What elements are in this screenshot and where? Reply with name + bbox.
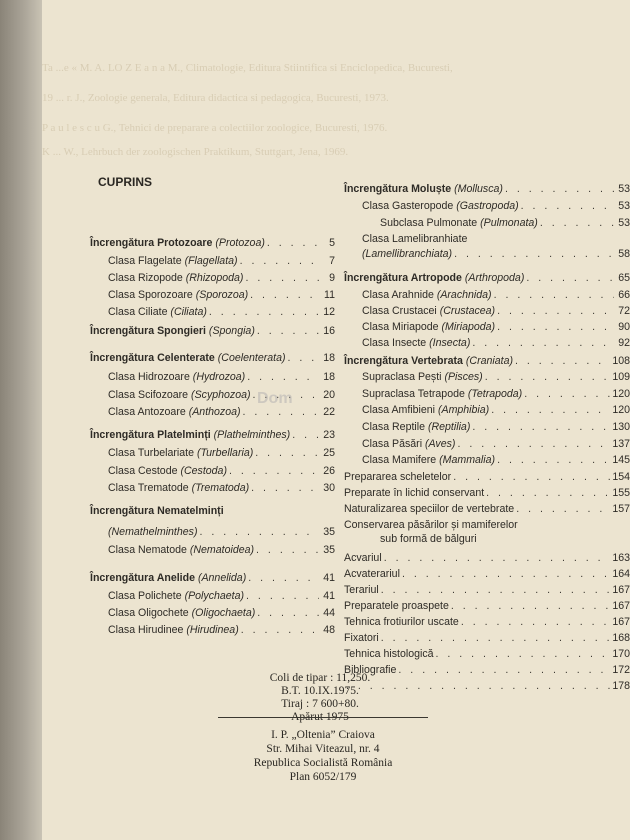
toc-left-entry-page: 5: [329, 237, 335, 249]
toc-left-entry-label: [108, 447, 253, 459]
toc-left-entry-latin: (Rhizopoda): [185, 272, 244, 284]
toc-left-entry-page: 20: [323, 389, 335, 401]
toc-left-entry: [90, 429, 335, 441]
toc-left-entry: [108, 544, 335, 556]
toc-left-entry-title: Clasa Ciliate: [108, 306, 168, 318]
toc-left-entry-title: Încrengătura Nematelminți: [90, 505, 224, 517]
toc-right-entry-page: 154: [612, 471, 630, 483]
bleed-through-line-3: P a u l e s c u G., Tehnici de preparare a colectiilor zoologice, Bucuresti, 1976.: [42, 122, 388, 134]
toc-right-entry-title: Subclasa Pulmonate: [380, 217, 478, 229]
toc-left-entry: [90, 505, 335, 517]
toc-left-entry-leader: [267, 237, 319, 249]
imprint-coli: Coli de tipar : 11,250.: [269, 672, 371, 684]
toc-right-entry-page: 167: [612, 584, 630, 596]
toc-left-entry-label: [90, 237, 265, 249]
toc-right-entry: [362, 233, 630, 245]
toc-right-entry-page: 130: [612, 421, 630, 433]
toc-right-entry-label: [362, 321, 495, 333]
toc-left-entry-label: [108, 607, 255, 619]
toc-left-entry-leader: [256, 544, 319, 556]
toc-right-entry-title: Clasa Reptile: [362, 421, 426, 433]
toc-right-entry-page: 167: [612, 616, 630, 628]
toc-right-entry-title: Clasa Insecte: [362, 337, 427, 349]
toc-right-entry-label: [380, 217, 538, 229]
toc-right-entry: [362, 200, 630, 212]
toc-right-entry-leader: [491, 404, 610, 416]
toc-right-entry-page: 72: [618, 305, 630, 317]
toc-left-entry-leader: [257, 607, 319, 619]
toc-left-entry: [90, 352, 335, 364]
toc-right-entry-page: 172: [612, 664, 630, 676]
toc-left-entry-leader: [250, 289, 319, 301]
toc-right-entry: [344, 648, 630, 660]
toc-left-entry: [108, 526, 335, 538]
toc-left-entry-label: [90, 572, 246, 584]
toc-right-entry-leader: [451, 600, 610, 612]
imprint-printer-name: I. P. „Oltenia” Craiova: [271, 729, 375, 741]
toc-right-entry: [344, 552, 630, 564]
toc-left-entry: [108, 607, 335, 619]
toc-right-entry-latin: (Insecta): [429, 337, 471, 349]
toc-right-entry-leader: [505, 183, 614, 195]
toc-right-entry-title: Tehnica histologică: [344, 648, 434, 660]
toc-right-entry-latin: (Gastropoda): [456, 200, 519, 212]
toc-right-entry-title: Acvaterariul: [344, 568, 400, 580]
imprint-country: Republica Socialistă România: [253, 757, 393, 769]
toc-left-entry-leader: [246, 590, 319, 602]
imprint-plan: Plan 6052/179: [289, 771, 357, 783]
contents-heading: CUPRINS: [98, 175, 153, 189]
toc-right-entry-latin: (Arthropoda): [464, 272, 525, 284]
toc-left-entry-leader: [292, 429, 319, 441]
imprint-divider: [218, 717, 428, 718]
toc-right-entry-title: Preparate în lichid conservant: [344, 487, 485, 499]
toc-right-entry-latin: (Amphibia): [437, 404, 490, 416]
toc-left-entry-leader: [241, 624, 319, 636]
toc-left-entry: [90, 325, 335, 337]
toc-left-entry-latin: (Sporozoa): [195, 289, 249, 301]
toc-right-entry-page: 155: [612, 487, 630, 499]
toc-right-entry-title: Tehnica frotiurilor uscate: [344, 616, 459, 628]
toc-left-entry-page: 12: [323, 306, 335, 318]
toc-left-entry-title: Încrengătura Protozoare: [90, 237, 213, 249]
toc-right-entry: [344, 568, 630, 580]
toc-right-entry-label: [344, 584, 379, 596]
toc-right-entry: [344, 632, 630, 644]
toc-left-entry-label: [90, 429, 290, 441]
toc-right-entry-leader: [540, 217, 614, 229]
toc-left-entry: [108, 272, 335, 284]
toc-right-entry-label: [362, 388, 522, 400]
toc-left-entry-latin: (Polychaeta): [184, 590, 245, 602]
toc-right-entry-label: [362, 248, 452, 260]
toc-left-entry-page: 7: [329, 255, 335, 267]
toc-left-entry-leader: [209, 306, 319, 318]
toc-right-entry-label: [344, 616, 459, 628]
toc-right-entry-page: 168: [612, 632, 630, 644]
toc-left-entry: [108, 482, 335, 494]
toc-left-entry-label: [108, 406, 241, 418]
toc-right-entry-leader: [485, 371, 611, 383]
toc-right-entry-page: 120: [612, 404, 630, 416]
toc-left-entry-page: 41: [323, 590, 335, 602]
toc-right-entry: [344, 355, 630, 367]
toc-left-entry-latin: (Ciliata): [170, 306, 207, 318]
toc-right-entry-page: 137: [612, 438, 630, 450]
toc-right-entry-title: Încrengătura Moluște: [344, 183, 452, 195]
toc-right-entry: [362, 404, 630, 416]
toc-left-entry-latin: (Turbellaria): [196, 447, 254, 459]
toc-right-entry: [362, 248, 630, 260]
imprint-aparut: Apărut 1975: [291, 711, 349, 723]
toc-right-entry-title: Clasa Păsări: [362, 438, 423, 450]
toc-left-entry-title: Clasa Rizopode: [108, 272, 183, 284]
toc-left-entry-label: [108, 624, 239, 636]
toc-right-entry-label: [344, 648, 434, 660]
bleed-through-line-2: 19 ... r. J., Zoologie generala, Editura didactica si pedagogica, Bucuresti, 1973.: [42, 92, 389, 104]
toc-right-entry-leader: [384, 552, 611, 564]
toc-right-entry: [380, 217, 630, 229]
toc-left-entry-leader: [229, 465, 319, 477]
toc-left-entry-label: [90, 352, 286, 364]
toc-left-entry-page: 44: [323, 607, 335, 619]
toc-right-entry-label: [362, 371, 483, 383]
toc-right-entry-leader: [497, 321, 614, 333]
toc-left-entry-page: 41: [323, 572, 335, 584]
toc-right-entry-page: 170: [612, 648, 630, 660]
toc-right-entry-leader: [461, 616, 610, 628]
toc-left-entry-latin: (Coelenterata): [217, 352, 286, 364]
toc-left-entry-latin: (Oligochaeta): [191, 607, 256, 619]
toc-left-entry-page: 9: [329, 272, 335, 284]
toc-right-entry-latin: (Miriapoda): [441, 321, 496, 333]
toc-right-entry-label: [344, 568, 400, 580]
toc-right-entry: [362, 438, 630, 450]
toc-right-entry-title: Naturalizarea speciilor de vertebrate: [344, 503, 515, 515]
toc-right-entry: [362, 337, 630, 349]
toc-left-entry-label: [108, 465, 227, 477]
toc-right-entry-page: 163: [612, 552, 630, 564]
toc-left-entry-title: Clasa Flagelate: [108, 255, 182, 267]
toc-left-entry-page: 26: [323, 465, 335, 477]
watermark-logo: Dom: [257, 390, 293, 407]
toc-right-entry-label: [344, 487, 484, 499]
toc-left-entry-label: [108, 544, 254, 556]
toc-left-entry: [108, 447, 335, 459]
toc-left-entry-leader: [248, 572, 319, 584]
toc-right-entry-label: [362, 200, 519, 212]
toc-right-entry-latin: (Aves): [425, 438, 456, 450]
toc-right-entry-leader: [398, 664, 610, 676]
toc-left-entry-title: Clasa Hidrozoare: [108, 371, 190, 383]
book-spine-shadow: [0, 0, 42, 840]
toc-left-entry-label: [108, 255, 238, 267]
toc-right-entry-leader: [381, 584, 611, 596]
toc-right-entry-title: Prepararea scheletelor: [344, 471, 452, 483]
toc-left-entry: [108, 590, 335, 602]
toc-left-entry-label: [108, 306, 207, 318]
book-page: [42, 0, 630, 840]
toc-right-entry-page: 145: [612, 454, 630, 466]
toc-left-entry-latin: (Hydrozoa): [192, 371, 246, 383]
toc-right-entry-label: [362, 421, 470, 433]
toc-right-entry-label: [344, 519, 518, 531]
toc-right-entry-title: Acvariul: [344, 552, 382, 564]
toc-right-entry-label: [380, 533, 477, 545]
toc-right-entry: [344, 503, 630, 515]
toc-right-entry-page: 167: [612, 600, 630, 612]
toc-right-entry: [344, 616, 630, 628]
toc-right-entry-page: 90: [618, 321, 630, 333]
toc-right-entry-title: Preparatele proaspete: [344, 600, 449, 612]
bleed-through-line-1: Ta ...e « M. A. LO Z E a n a M., Climatologie, Editura Stiintifica si Enciclopedica, Bucuresti,: [42, 62, 453, 74]
toc-right-entry-leader: [381, 632, 611, 644]
toc-left-entry-latin: (Nematoidea): [189, 544, 255, 556]
toc-right-entry-leader: [494, 289, 614, 301]
toc-right-entry-page: 66: [618, 289, 630, 301]
toc-left-entry-latin: (Plathelminthes): [213, 429, 291, 441]
toc-right-entry: [344, 183, 630, 195]
toc-left-entry-title: Clasa Cestode: [108, 465, 178, 477]
toc-left-entry-leader: [245, 272, 319, 284]
toc-right-entry: [362, 388, 630, 400]
toc-right-entry: [344, 487, 630, 499]
toc-left-entry-leader: [251, 482, 319, 494]
toc-left-entry: [108, 289, 335, 301]
toc-right-entry-label: [344, 552, 382, 564]
toc-left-entry-title: Clasa Hirudinee: [108, 624, 184, 636]
toc-right-entry-label: [362, 454, 495, 466]
toc-right-entry-page: 58: [618, 248, 630, 260]
toc-right-entry-page: 65: [618, 272, 630, 284]
toc-left-entry-title: Clasa Nematode: [108, 544, 187, 556]
toc-left-entry: [108, 371, 335, 383]
toc-left-entry-leader: [257, 325, 319, 337]
toc-right-entry-latin: (Crustacea): [439, 305, 496, 317]
toc-right-entry: [362, 421, 630, 433]
toc-right-entry-latin: (Pisces): [444, 371, 483, 383]
toc-left-entry-page: 16: [323, 325, 335, 337]
imprint-printer-address: Str. Mihai Viteazul, nr. 4: [266, 743, 380, 755]
toc-right-entry-leader: [497, 454, 610, 466]
toc-right-entry-page: 157: [612, 503, 630, 515]
toc-left-entry-page: 25: [323, 447, 335, 459]
toc-left-entry-latin: (Flagellata): [184, 255, 238, 267]
toc-right-entry-latin: (Lamellibranchiata): [362, 248, 453, 260]
toc-left-entry-latin: (Anthozoa): [188, 406, 241, 418]
toc-right-entry: [362, 371, 630, 383]
toc-right-entry-title: Conservarea păsărilor și mamiferelor: [344, 519, 518, 531]
toc-right-entry-leader: [526, 272, 614, 284]
toc-right-entry-latin: (Mammalia): [439, 454, 496, 466]
toc-right-entry-title: Clasa Gasteropode: [362, 200, 454, 212]
toc-right-entry-page: 108: [612, 355, 630, 367]
toc-right-entry-label: [362, 438, 455, 450]
toc-right-entry-page: 53: [618, 183, 630, 195]
toc-right-entry: [380, 533, 630, 545]
toc-right-entry-leader: [486, 487, 610, 499]
toc-right-entry: [362, 289, 630, 301]
toc-right-entry-page: 92: [618, 337, 630, 349]
toc-right-entry-leader: [472, 337, 614, 349]
toc-right-entry-leader: [402, 568, 610, 580]
toc-left-entry-latin: (Spongia): [208, 325, 255, 337]
toc-left-entry-title: Clasa Oligochete: [108, 607, 189, 619]
toc-right-entry-leader: [436, 648, 611, 660]
toc-right-entry-leader: [524, 388, 610, 400]
toc-left-entry-latin: (Hirudinea): [186, 624, 239, 636]
toc-left-entry: [108, 465, 335, 477]
toc-right-entry-label: [362, 404, 489, 416]
toc-left-entry-title: Clasa Polichete: [108, 590, 182, 602]
toc-left-entry-label: [108, 389, 251, 401]
toc-left-entry-leader: [255, 447, 319, 459]
toc-right-entry-label: [344, 355, 513, 367]
toc-right-entry-leader: [521, 200, 614, 212]
toc-right-entry-title: sub formă de bălguri: [380, 533, 477, 545]
toc-left-entry: [90, 572, 335, 584]
toc-right-entry-label: [362, 337, 470, 349]
toc-left-entry: [90, 237, 335, 249]
toc-left-entry-title: Încrengătura Spongieri: [90, 325, 206, 337]
toc-right-entry-latin: (Mollusca): [454, 183, 503, 195]
toc-right-entry-leader: [457, 438, 610, 450]
toc-right-entry: [344, 584, 630, 596]
toc-right-entry-label: [362, 233, 467, 245]
toc-left-entry-latin: (Cestoda): [180, 465, 227, 477]
toc-left-entry-label: [90, 325, 255, 337]
toc-right-entry-title: Supraclasa Tetrapode: [362, 388, 465, 400]
toc-left-entry-latin: (Trematoda): [191, 482, 250, 494]
toc-right-entry-title: Clasa Arahnide: [362, 289, 434, 301]
toc-right-entry-title: Bibliografie: [344, 664, 397, 676]
toc-left-entry-page: 30: [323, 482, 335, 494]
imprint-bt: B.T. 10.IX.1975.: [281, 685, 359, 697]
toc-left-entry-page: 18: [323, 371, 335, 383]
toc-right-entry: [362, 321, 630, 333]
toc-left-entry-page: 11: [324, 289, 335, 301]
toc-right-entry-page: 178: [612, 680, 630, 692]
toc-right-entry-page: 53: [618, 217, 630, 229]
toc-right-entry-latin: (Arachnida): [436, 289, 492, 301]
toc-right-entry-label: [362, 289, 492, 301]
toc-left-entry-page: 48: [323, 624, 335, 636]
toc-right-entry-latin: (Pulmonata): [480, 217, 538, 229]
toc-right-entry-leader: [497, 305, 614, 317]
toc-left-entry-title: Clasa Turbelariate: [108, 447, 194, 459]
toc-right-entry-label: [344, 272, 524, 284]
toc-left-entry-latin: (Annelida): [197, 572, 247, 584]
toc-left-entry-title: Clasa Sporozoare: [108, 289, 193, 301]
toc-left-entry-leader: [247, 371, 319, 383]
bleed-through-line-4: K ... W., Lehrbuch der zoologischen Praktikum, Stuttgart, Jena, 1969.: [42, 146, 349, 158]
toc-right-entry-title: Clasa Mamifere: [362, 454, 437, 466]
toc-right-entry-title: Supraclasa Pești: [362, 371, 442, 383]
toc-left-entry: [108, 255, 335, 267]
toc-right-entry-leader: [454, 248, 614, 260]
toc-left-entry-title: Clasa Antozoare: [108, 406, 186, 418]
toc-left-entry-title: Clasa Trematode: [108, 482, 189, 494]
toc-right-entry-title: Clasa Lamelibranhiate: [362, 233, 468, 245]
toc-right-entry-leader: [453, 471, 610, 483]
toc-left-entry-title: Încrengătura Celenterate: [90, 352, 215, 364]
toc-left-entry-title: Încrengătura Anelide: [90, 572, 195, 584]
toc-left-entry-latin: (Nemathelminthes): [108, 526, 198, 538]
toc-right-entry-title: Fixatori: [344, 632, 379, 644]
toc-left-entry-label: [108, 371, 245, 383]
toc-right-entry-latin: (Reptilia): [427, 421, 471, 433]
toc-right-entry-label: [344, 503, 514, 515]
toc-right-entry: [344, 519, 630, 531]
toc-right-entry-title: Clasa Amfibieni: [362, 404, 436, 416]
toc-left-entry-label: [90, 505, 224, 517]
toc-right-entry-label: [344, 183, 503, 195]
toc-left-entry-label: [108, 526, 198, 538]
toc-left-entry-leader: [288, 352, 320, 364]
toc-right-entry-page: 109: [612, 371, 630, 383]
toc-left-entry-label: [108, 590, 244, 602]
toc-left-entry-label: [108, 272, 243, 284]
toc-left-entry-title: Încrengătura Platelminți: [90, 429, 211, 441]
toc-left-entry-label: [108, 482, 249, 494]
toc-right-entry-leader: [515, 355, 610, 367]
toc-right-entry-leader: [472, 421, 610, 433]
toc-right-entry: [344, 600, 630, 612]
toc-right-entry-latin: (Craniata): [465, 355, 513, 367]
toc-left-entry: [108, 306, 335, 318]
imprint-tiraj: Tiraj : 7 600+80.: [281, 698, 359, 710]
toc-right-entry: [362, 305, 630, 317]
toc-left-entry-page: 35: [323, 544, 335, 556]
toc-right-entry-label: [344, 600, 449, 612]
toc-right-entry-title: Clasa Crustacei: [362, 305, 437, 317]
toc-left-entry-leader: [200, 526, 320, 538]
toc-left-entry-page: 18: [323, 352, 335, 364]
toc-right-entry-label: [344, 632, 379, 644]
toc-right-entry-label: [362, 305, 495, 317]
toc-right-entry-title: Încrengătura Vertebrata: [344, 355, 463, 367]
toc-right-entry-label: [344, 471, 451, 483]
toc-right-entry-latin: (Tetrapoda): [467, 388, 523, 400]
toc-left-entry-title: Clasa Scifozoare: [108, 389, 189, 401]
toc-left-entry-page: 35: [323, 526, 335, 538]
toc-right-entry: [344, 272, 630, 284]
toc-left-entry: [108, 624, 335, 636]
toc-left-entry-page: 23: [323, 429, 335, 441]
toc-right-entry-title: Clasa Miriapode: [362, 321, 439, 333]
toc-left-entry-latin: (Protozoa): [215, 237, 265, 249]
toc-right-entry-page: 53: [618, 200, 630, 212]
toc-right-entry-page: 120: [612, 388, 630, 400]
toc-right-entry: [344, 471, 630, 483]
toc-right-entry: [362, 454, 630, 466]
toc-right-entry-leader: [516, 503, 610, 515]
toc-right-entry-title: Terariul: [344, 584, 379, 596]
toc-left-entry-latin: (Scyphozoa): [191, 389, 251, 401]
toc-left-entry-label: [108, 289, 248, 301]
toc-right-entry-title: Încrengătura Artropode: [344, 272, 462, 284]
toc-left-entry-page: 22: [323, 406, 335, 418]
toc-right-entry-page: 164: [612, 568, 630, 580]
toc-left-entry-leader: [240, 255, 319, 267]
